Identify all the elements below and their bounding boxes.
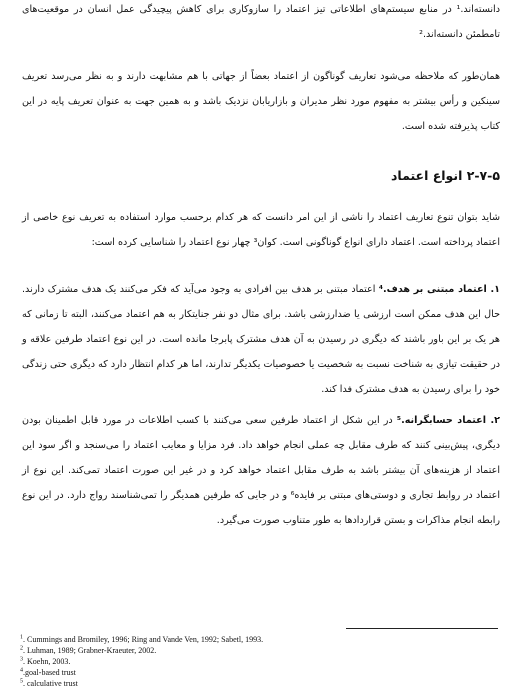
- footnote-item: [20, 667, 400, 678]
- footnote-item: [20, 634, 400, 645]
- paragraph-text: در این شکل از اعتماد طرفین سعی می‌کنند با کسب اطلاعات در مورد قابل اطمینان بودن دیگری، پیش‌بینی کنند که طرف مقابل چه عملی انجام خواهد داد. فرد مزایا و معایب اعتماد را می‌سنجد و اگر سود این اعتماد از هزینه‌های آن بیشتر باشد به طرف مقابل اعتماد خواهد کرد و در غیر این صورت اعتماد تمی‌کند. این نوع از اعتماد در روابط تجاری و دوستی‌های مبتنی بر فایده⁶ و در جایی که طرفین همدیگر را تمی‌شناسند رواج دارد. در این نوع رابطه انجام مذاکرات و بستن قراردادها به طور متناوب صورت می‌گیرد.: [22, 415, 501, 526]
- paragraph-calculative-trust: [22, 408, 500, 533]
- paragraph-types-intro: [22, 205, 500, 255]
- paragraph-text: اعتماد مبتنی بر هدف بین افرادی به وجود می‌آید که فکر می‌کنند یک هدف مشترک دارند. حال این هدف ممکن است ارزشی یا ضدارزشی باشد. برای مثال دو نفر جنایتکار به هم اعتماد می‌کنند، البته تا زمانی که هر یک بر این باور باشند که دیگری در رسیدن به آن هدف مشترک پابرجا مانده است. در این نوع اعتماد طرفین علاقه و در حقیقت تیازی به شناخت نسبت به شخصیت یا خصوصیات یکدیگر تدارند، اما هر کدام انتظار دارد که دیگری حتی زندگی خود را برای رسیدن به هدف مشترک فدا کند.: [22, 284, 500, 395]
- paragraph-text: دانسته‌اند.¹ در منابع سیستم‌های اطلاعاتی تیز اعتماد را سازوکاری برای کاهش پیچیدگی عمل انسان در موقعیت‌های تامطمئن دانسته‌اند.²: [22, 4, 500, 40]
- footnotes-list: [20, 634, 400, 689]
- paragraph-text: همان‌طور که ملاحظه می‌شود تعاریف گوناگون از اعتماد بعضاً از جهاتی با هم مشابهت دارند و به نظر می‌رسد تعریف سینکین و رأس بیشتر به مفهوم مورد نظر مدیران و بازاریابان نزدیک باشد و به همین جهت به عنوان تعریف پایه در این کتاب پذیرفته شده است.: [22, 71, 500, 132]
- paragraph-definition-summary: [22, 64, 500, 139]
- section-heading: ۲-۷-۵ انواع اعتماد: [390, 168, 500, 183]
- paragraph-text: شاید بتوان تنوع تعاریف اعتماد را ناشی از این امر دانست که هر کدام برحسب موارد استفاده به تعریف نوع خاصی از اعتماد پرداخته است. اعتماد دارای انواع گوناگونی است. کوان³ چهار نوع اعتماد را شناسایی کرده است:: [22, 212, 500, 248]
- footnote-item: [20, 656, 400, 667]
- footnote-text: .goal-based trust: [23, 668, 76, 677]
- footnote-text: . Cummings and Bromiley, 1996; Ring and Vande Ven, 1992; Sabetl, 1993.: [23, 635, 264, 644]
- footnote-item: [20, 645, 400, 656]
- footnote-number: 3: [20, 656, 23, 663]
- footnote-text: . calculative trust: [23, 679, 78, 688]
- footnote-number: 2: [20, 645, 23, 652]
- paragraph-intro-continuation: [22, 0, 500, 47]
- paragraph-lead: ۱. اعتماد مبتنی بر هدف.⁴: [378, 284, 500, 295]
- footnote-item: [20, 678, 400, 689]
- footnote-number: 1: [20, 634, 23, 641]
- footnote-number: 4: [20, 667, 23, 674]
- footnote-divider: [346, 628, 498, 629]
- footnote-text: . Koehn, 2003.: [23, 657, 71, 666]
- footnote-number: 5: [20, 678, 23, 685]
- paragraph-lead: ۲. اعتماد حسابگرانه.⁵: [396, 415, 500, 426]
- paragraph-goal-based-trust: [22, 277, 500, 402]
- footnote-text: . Luhman, 1989; Grabner-Kraeuter, 2002.: [23, 646, 157, 655]
